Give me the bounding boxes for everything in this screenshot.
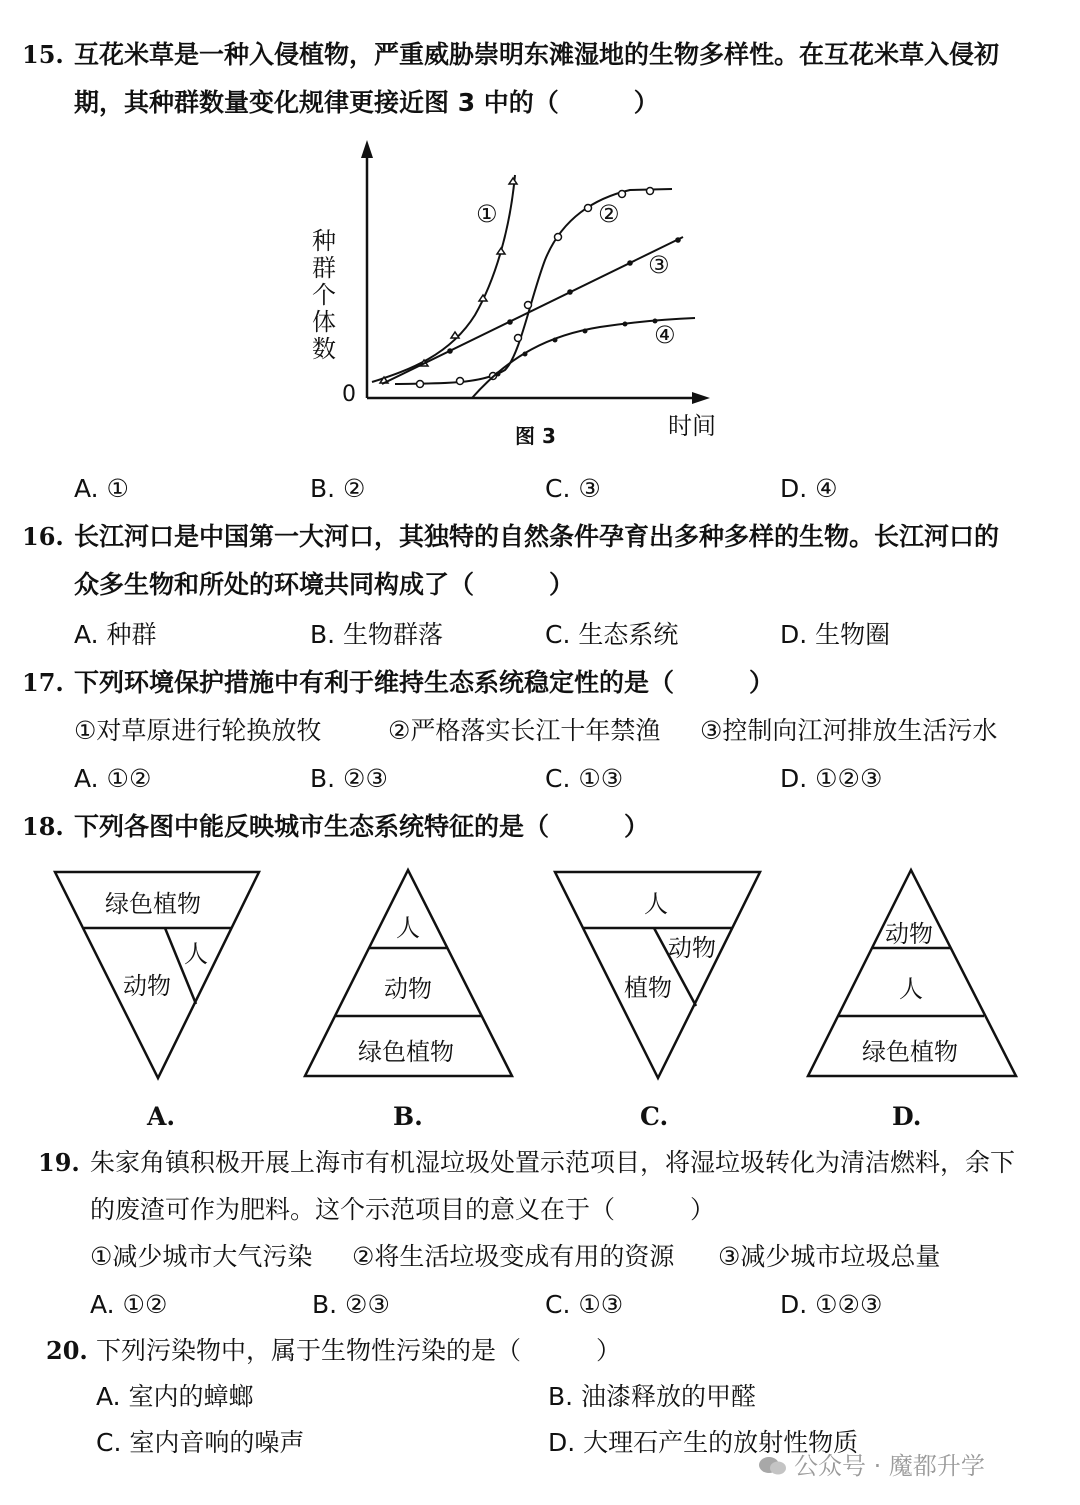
- q20-option-a: A. 室内的蟑螂: [96, 1382, 254, 1411]
- q19-option-c: C. ①③: [545, 1290, 624, 1319]
- y-axis-label: 种群个体数: [312, 227, 336, 363]
- q19-item-2: ②将生活垃圾变成有用的资源: [352, 1242, 675, 1271]
- q18-stem-line1: 下列各图中能反映城市生态系统特征的是（ ）: [74, 812, 650, 841]
- q17-option-d: D. ①②③: [780, 764, 883, 793]
- diagram-a-label-animals: 动物: [123, 972, 171, 1000]
- q20-option-c: C. 室内音响的噪声: [96, 1428, 305, 1457]
- q19-option-b: B. ②③: [312, 1290, 390, 1319]
- q17-number: 17.: [22, 668, 64, 697]
- q16-option-a: A. 种群: [74, 620, 157, 649]
- q15-option-a: A. ①: [74, 474, 129, 503]
- q15-number: 15.: [22, 40, 64, 69]
- curve-label-2: ②: [598, 200, 620, 228]
- q17-item-1: ①对草原进行轮换放牧: [74, 716, 322, 745]
- q15-option-c: C. ③: [545, 474, 601, 503]
- diagram-c-label-human: 人: [644, 890, 668, 918]
- q16-stem-line2: 众多生物和所处的环境共同构成了（ ）: [74, 570, 575, 599]
- q19-stem-line2: 的废渣可作为肥料。这个示范项目的意义在于（ ）: [90, 1195, 716, 1224]
- q19-option-d: D. ①②③: [780, 1290, 883, 1319]
- q20-option-d: D. 大理石产生的放射性物质: [548, 1428, 859, 1457]
- q15-option-b: B. ②: [310, 474, 366, 503]
- diagram-d-label-animals: 动物: [885, 920, 933, 948]
- curve-4-markers: [496, 319, 658, 377]
- origin-label: 0: [342, 382, 356, 407]
- diagram-b-label-human: 人: [396, 914, 420, 942]
- curve-label-3: ③: [648, 251, 670, 279]
- q18-option-b: B.: [393, 1102, 423, 1131]
- q16-option-b: B. 生物群落: [310, 620, 444, 649]
- q17-option-b: B. ②③: [310, 764, 388, 793]
- q18-number: 18.: [22, 812, 64, 841]
- q20-stem-line1: 下列污染物中，属于生物性污染的是（ ）: [96, 1336, 622, 1365]
- figure-caption: 图 3: [515, 424, 556, 448]
- diagram-c-label-plants: 植物: [624, 974, 672, 1002]
- q19-option-a: A. ①②: [90, 1290, 168, 1319]
- q16-option-d: D. 生物圈: [780, 620, 891, 649]
- diagram-c-label-animals: 动物: [668, 934, 716, 962]
- q20-option-b: B. 油漆释放的甲醛: [548, 1382, 757, 1411]
- q18-option-d: D.: [892, 1102, 922, 1131]
- q15-stem-line1: 互花米草是一种入侵植物，严重威胁崇明东滩湿地的生物多样性。在互花米草入侵初: [74, 40, 1000, 69]
- q17-option-a: A. ①②: [74, 764, 152, 793]
- watermark: [758, 1446, 985, 1481]
- q20-number: 20.: [46, 1336, 88, 1365]
- q16-stem-line1: 长江河口是中国第一大河口，其独特的自然条件孕育出多种多样的生物。长江河口的: [74, 522, 1000, 551]
- q15-option-d: D. ④: [780, 474, 838, 503]
- q19-item-3: ③减少城市垃圾总量: [718, 1242, 941, 1271]
- q18-option-a: A.: [147, 1102, 176, 1131]
- wechat-icon: [758, 1455, 788, 1477]
- q19-item-1: ①减少城市大气污染: [90, 1242, 313, 1271]
- x-axis-label: 时间: [668, 412, 716, 440]
- q16-number: 16.: [22, 522, 64, 551]
- diagram-b-label-plants: 绿色植物: [358, 1038, 454, 1066]
- q18-option-c: C.: [640, 1102, 669, 1131]
- q17-option-c: C. ①③: [545, 764, 624, 793]
- curve-3: [382, 237, 683, 384]
- diagram-b-label-animals: 动物: [384, 975, 432, 1003]
- q17-item-3: ③控制向江河排放生活污水: [700, 716, 998, 745]
- q19-number: 19.: [38, 1148, 80, 1177]
- q17-stem-line1: 下列环境保护措施中有利于维持生态系统稳定性的是（ ）: [74, 668, 775, 697]
- curve-label-4: ④: [654, 321, 676, 349]
- curve-label-1: ①: [476, 200, 498, 228]
- y-axis-arrow: [361, 140, 373, 158]
- q17-item-2: ②严格落实长江十年禁渔: [388, 716, 661, 745]
- diagram-a-label-human: 人: [184, 940, 208, 968]
- q16-option-c: C. 生态系统: [545, 620, 679, 649]
- watermark-text: 公众号 · 魔都升学: [794, 1452, 985, 1480]
- diagram-d-label-human: 人: [899, 975, 923, 1003]
- q15-stem-line2: 期，其种群数量变化规律更接近图 3 中的（ ）: [74, 88, 659, 117]
- q19-stem-line1: 朱家角镇积极开展上海市有机湿垃圾处置示范项目，将湿垃圾转化为清洁燃料，余下: [90, 1148, 1016, 1177]
- q18-diagrams: [0, 860, 1080, 1090]
- figure3-graph: [300, 130, 740, 460]
- diagram-a-label-plants: 绿色植物: [105, 890, 201, 918]
- x-axis-arrow: [692, 392, 710, 404]
- diagram-d-label-plants: 绿色植物: [862, 1038, 958, 1066]
